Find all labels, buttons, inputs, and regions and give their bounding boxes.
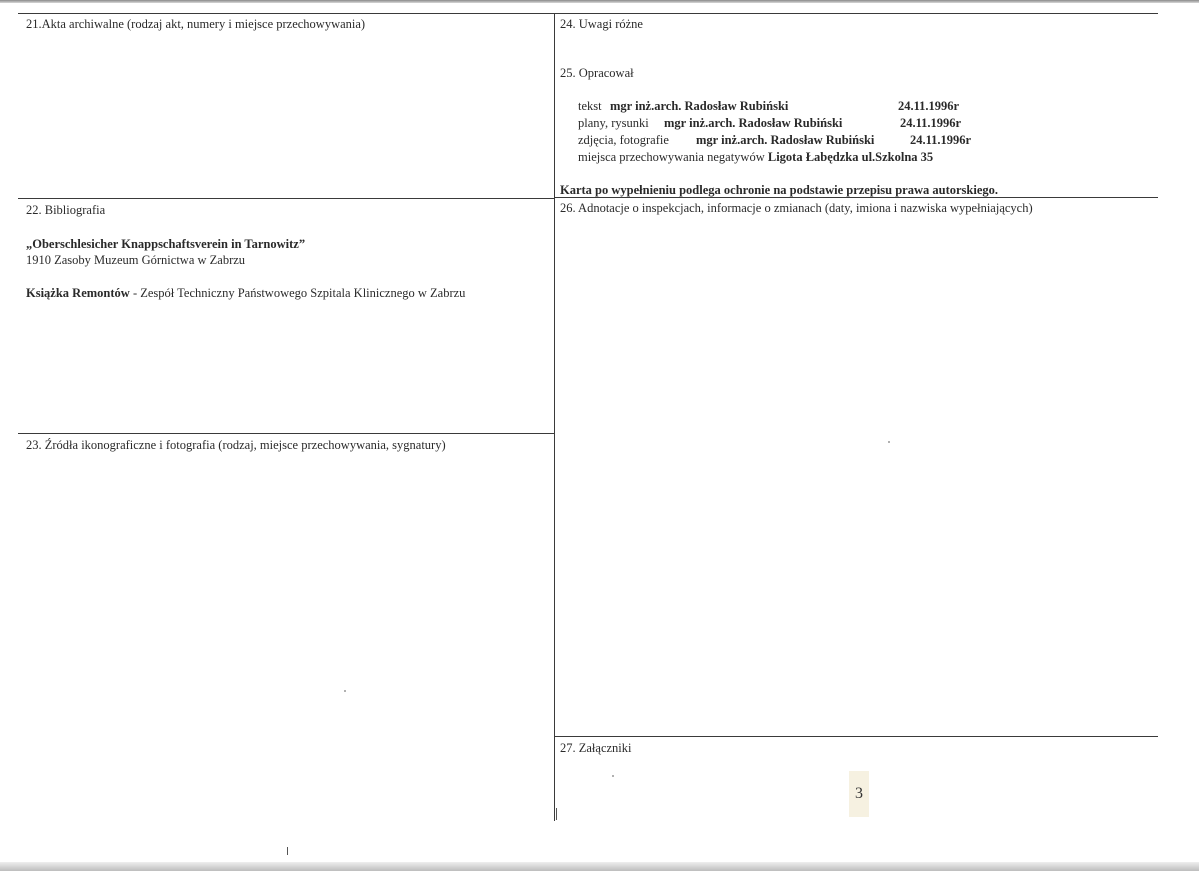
section-26-label: 26. Adnotacje o inspekcjach, informacje o zmianach (daty, imiona i nazwiska wypełniających)	[560, 201, 1033, 215]
scan-mark	[287, 847, 288, 855]
negatives-place: Ligota Łabędzka ul.Szkolna 35	[767, 150, 934, 164]
author-row-text-name: mgr inż.arch. Radosław Rubiński	[610, 99, 789, 113]
bibliography-entry-2-detail: - Zespół Techniczny Państwowego Szpitala Klinicznego w Zabrzu	[129, 286, 466, 300]
author-row-plans-role: plany, rysunki	[578, 116, 649, 130]
section-23-label: 23. Źródła ikonograficzne i fotografia (rodzaj, miejsce przechowywania, sygnatury)	[26, 438, 446, 452]
author-row-text-date: 24.11.1996r	[898, 99, 960, 113]
author-row-photos-name: mgr inż.arch. Radosław Rubiński	[696, 133, 875, 147]
negatives-label: miejsca przechowywania negatywów	[578, 150, 765, 164]
scan-speck	[612, 775, 614, 777]
divider-22-23	[18, 433, 554, 434]
divider-21-22	[18, 198, 554, 199]
scan-edge-top	[0, 0, 1199, 3]
form-center-divider	[554, 13, 555, 821]
section-27-label: 27. Załączniki	[560, 741, 632, 755]
section-21-label: 21.Akta archiwalne (rodzaj akt, numery i miejsce przechowywania)	[26, 17, 366, 31]
scan-speck	[344, 690, 346, 692]
section-22-label: 22. Bibliografia	[26, 203, 106, 217]
author-row-photos-date: 24.11.1996r	[910, 133, 972, 147]
scan-edge-bottom	[0, 862, 1199, 871]
author-row-text-role: tekst	[578, 99, 602, 113]
page-number: 3	[849, 771, 869, 817]
section-24-label: 24. Uwagi różne	[560, 17, 643, 31]
bibliography-entry-2-title: Książka Remontów	[26, 286, 130, 300]
author-row-photos-role: zdjęcia, fotografie	[578, 133, 669, 147]
bibliography-entry-1-detail: 1910 Zasoby Muzeum Górnictwa w Zabrzu	[26, 253, 246, 267]
bibliography-entry-1-title: „Oberschlesicher Knappschaftsverein in Tarnowitz”	[26, 237, 306, 251]
negatives-location	[578, 150, 933, 165]
scan-mark	[556, 808, 557, 820]
section-25-label: 25. Opracował	[560, 66, 634, 80]
copyright-note: Karta po wypełnieniu podlega ochronie na podstawie przepisu prawa autorskiego.	[560, 183, 999, 197]
scan-speck	[888, 441, 890, 443]
author-row-plans-date: 24.11.1996r	[900, 116, 962, 130]
bibliography-entry-2	[26, 286, 465, 301]
author-row-plans-name: mgr inż.arch. Radosław Rubiński	[664, 116, 843, 130]
divider-26-27	[554, 736, 1158, 737]
form-top-border	[18, 13, 1158, 14]
